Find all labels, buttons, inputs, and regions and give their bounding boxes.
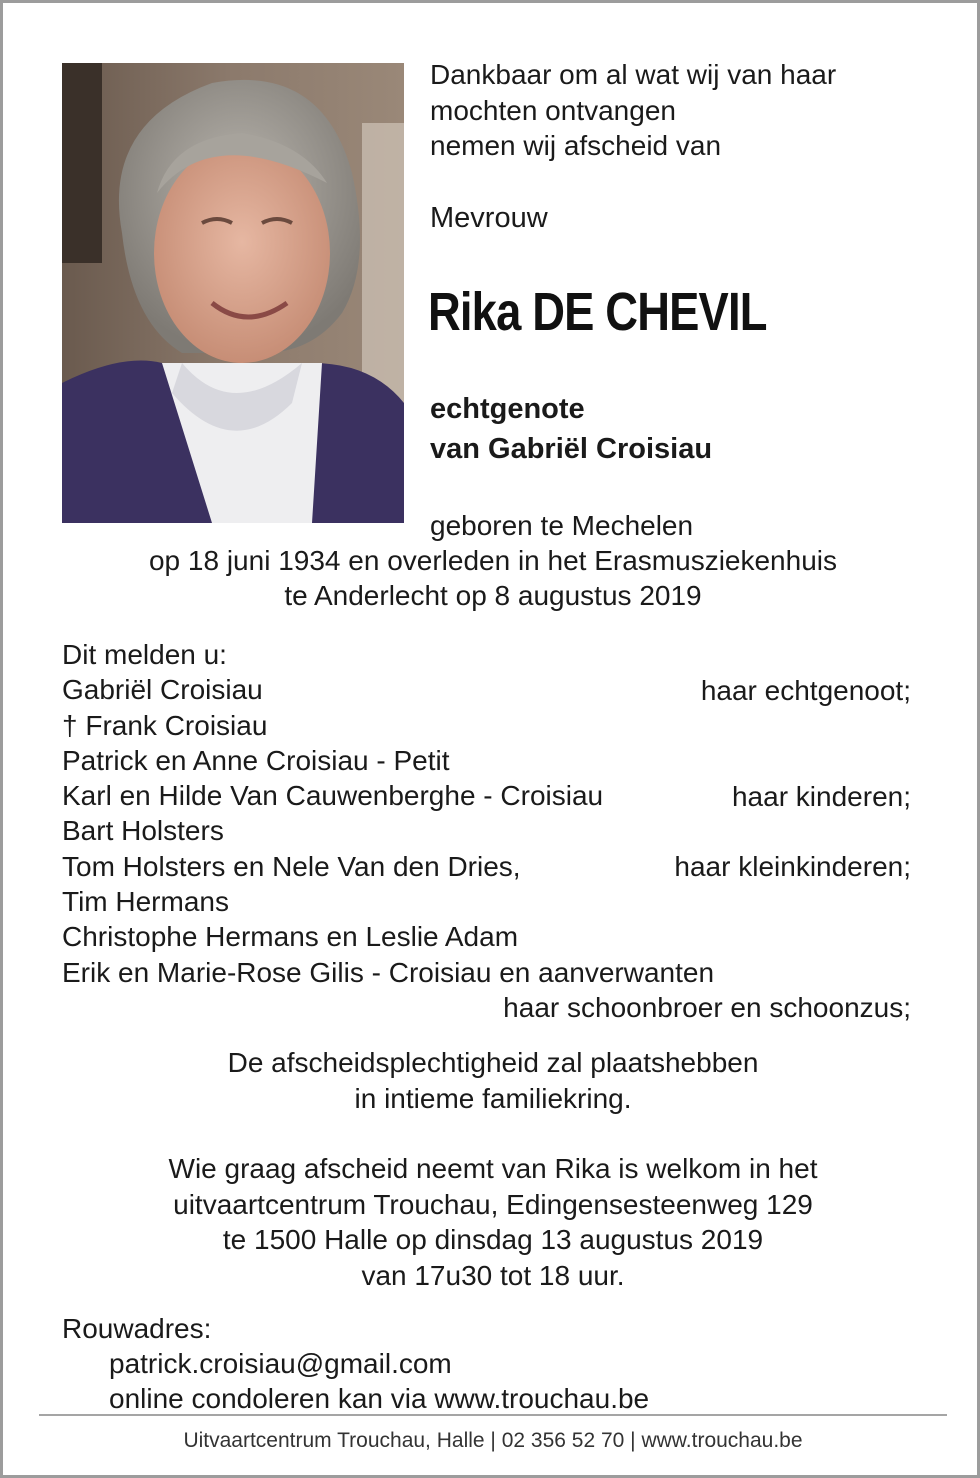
rouwadres-online: online condoleren kan via www.trouchau.be bbox=[109, 1383, 650, 1414]
portrait-photo bbox=[62, 63, 404, 523]
announcement-list bbox=[62, 637, 714, 990]
salutation: Mevrouw bbox=[430, 202, 548, 234]
mourner-name: Gabriël Croisiau bbox=[62, 674, 263, 706]
visitation-info bbox=[3, 1151, 980, 1293]
visit-line: Wie graag afscheid neemt van Rika is welkom in het bbox=[168, 1153, 818, 1184]
mourner-name: Tim Hermans bbox=[62, 886, 229, 918]
rouwadres-details bbox=[109, 1346, 649, 1416]
deceased-name: Rika DE CHEVIL bbox=[428, 282, 767, 342]
intro-line: mochten ontvangen bbox=[430, 94, 676, 126]
mourner-name: † Frank Croisiau bbox=[62, 709, 268, 741]
relation-inlaws: haar schoonbroer en schoonzus; bbox=[503, 992, 911, 1023]
ceremony-line: De afscheidsplechtigheid zal plaatshebben bbox=[227, 1047, 759, 1078]
visit-line: te 1500 Halle op dinsdag 13 augustus 2019 bbox=[222, 1224, 764, 1255]
relation-spouse: haar echtgenoot; bbox=[700, 675, 911, 706]
announcement-heading: Dit melden u: bbox=[62, 639, 227, 670]
mourner-name: Patrick en Anne Croisiau - Petit bbox=[62, 744, 450, 776]
birth-place: geboren te Mechelen bbox=[430, 510, 694, 541]
footer-divider bbox=[39, 1414, 947, 1416]
intro-line: nemen wij afscheid van bbox=[430, 130, 722, 161]
ceremony-info bbox=[3, 1045, 980, 1116]
rouwadres-email: patrick.croisiau@gmail.com bbox=[109, 1348, 452, 1379]
birth-line: op 18 juni 1934 en overleden in het Erasmusziekenhuis bbox=[148, 545, 837, 576]
spouse-line: echtgenote bbox=[430, 393, 585, 425]
visit-line: van 17u30 tot 18 uur. bbox=[361, 1259, 625, 1291]
spouse-line: van Gabriël Croisiau bbox=[430, 433, 713, 465]
visit-line: uitvaartcentrum Trouchau, Edingensesteenweg 129 bbox=[173, 1188, 813, 1220]
footer-text: Uitvaartcentrum Trouchau, Halle | 02 356 52 70 | www.trouchau.be bbox=[183, 1429, 803, 1452]
relation-children: haar kinderen; bbox=[731, 781, 911, 812]
birth-death-details bbox=[3, 543, 980, 613]
mourner-name: Erik en Marie-Rose Gilis - Croisiau en aanverwanten bbox=[62, 956, 715, 988]
relation-grandchildren: haar kleinkinderen; bbox=[674, 851, 911, 882]
intro-text bbox=[430, 57, 836, 164]
spouse-info bbox=[430, 389, 712, 469]
rouwadres-heading: Rouwadres: bbox=[62, 1313, 212, 1344]
intro-line: Dankbaar om al wat wij van haar bbox=[430, 59, 837, 90]
mourner-name: Karl en Hilde Van Cauwenberghe - Croisiau bbox=[62, 780, 604, 812]
mourner-name: Christophe Hermans en Leslie Adam bbox=[62, 921, 519, 953]
ceremony-line: in intieme familiekring. bbox=[354, 1082, 632, 1114]
birth-line: te Anderlecht op 8 augustus 2019 bbox=[284, 580, 702, 611]
mourner-name: Bart Holsters bbox=[62, 815, 224, 847]
mourner-name: Tom Holsters en Nele Van den Dries, bbox=[62, 850, 521, 882]
